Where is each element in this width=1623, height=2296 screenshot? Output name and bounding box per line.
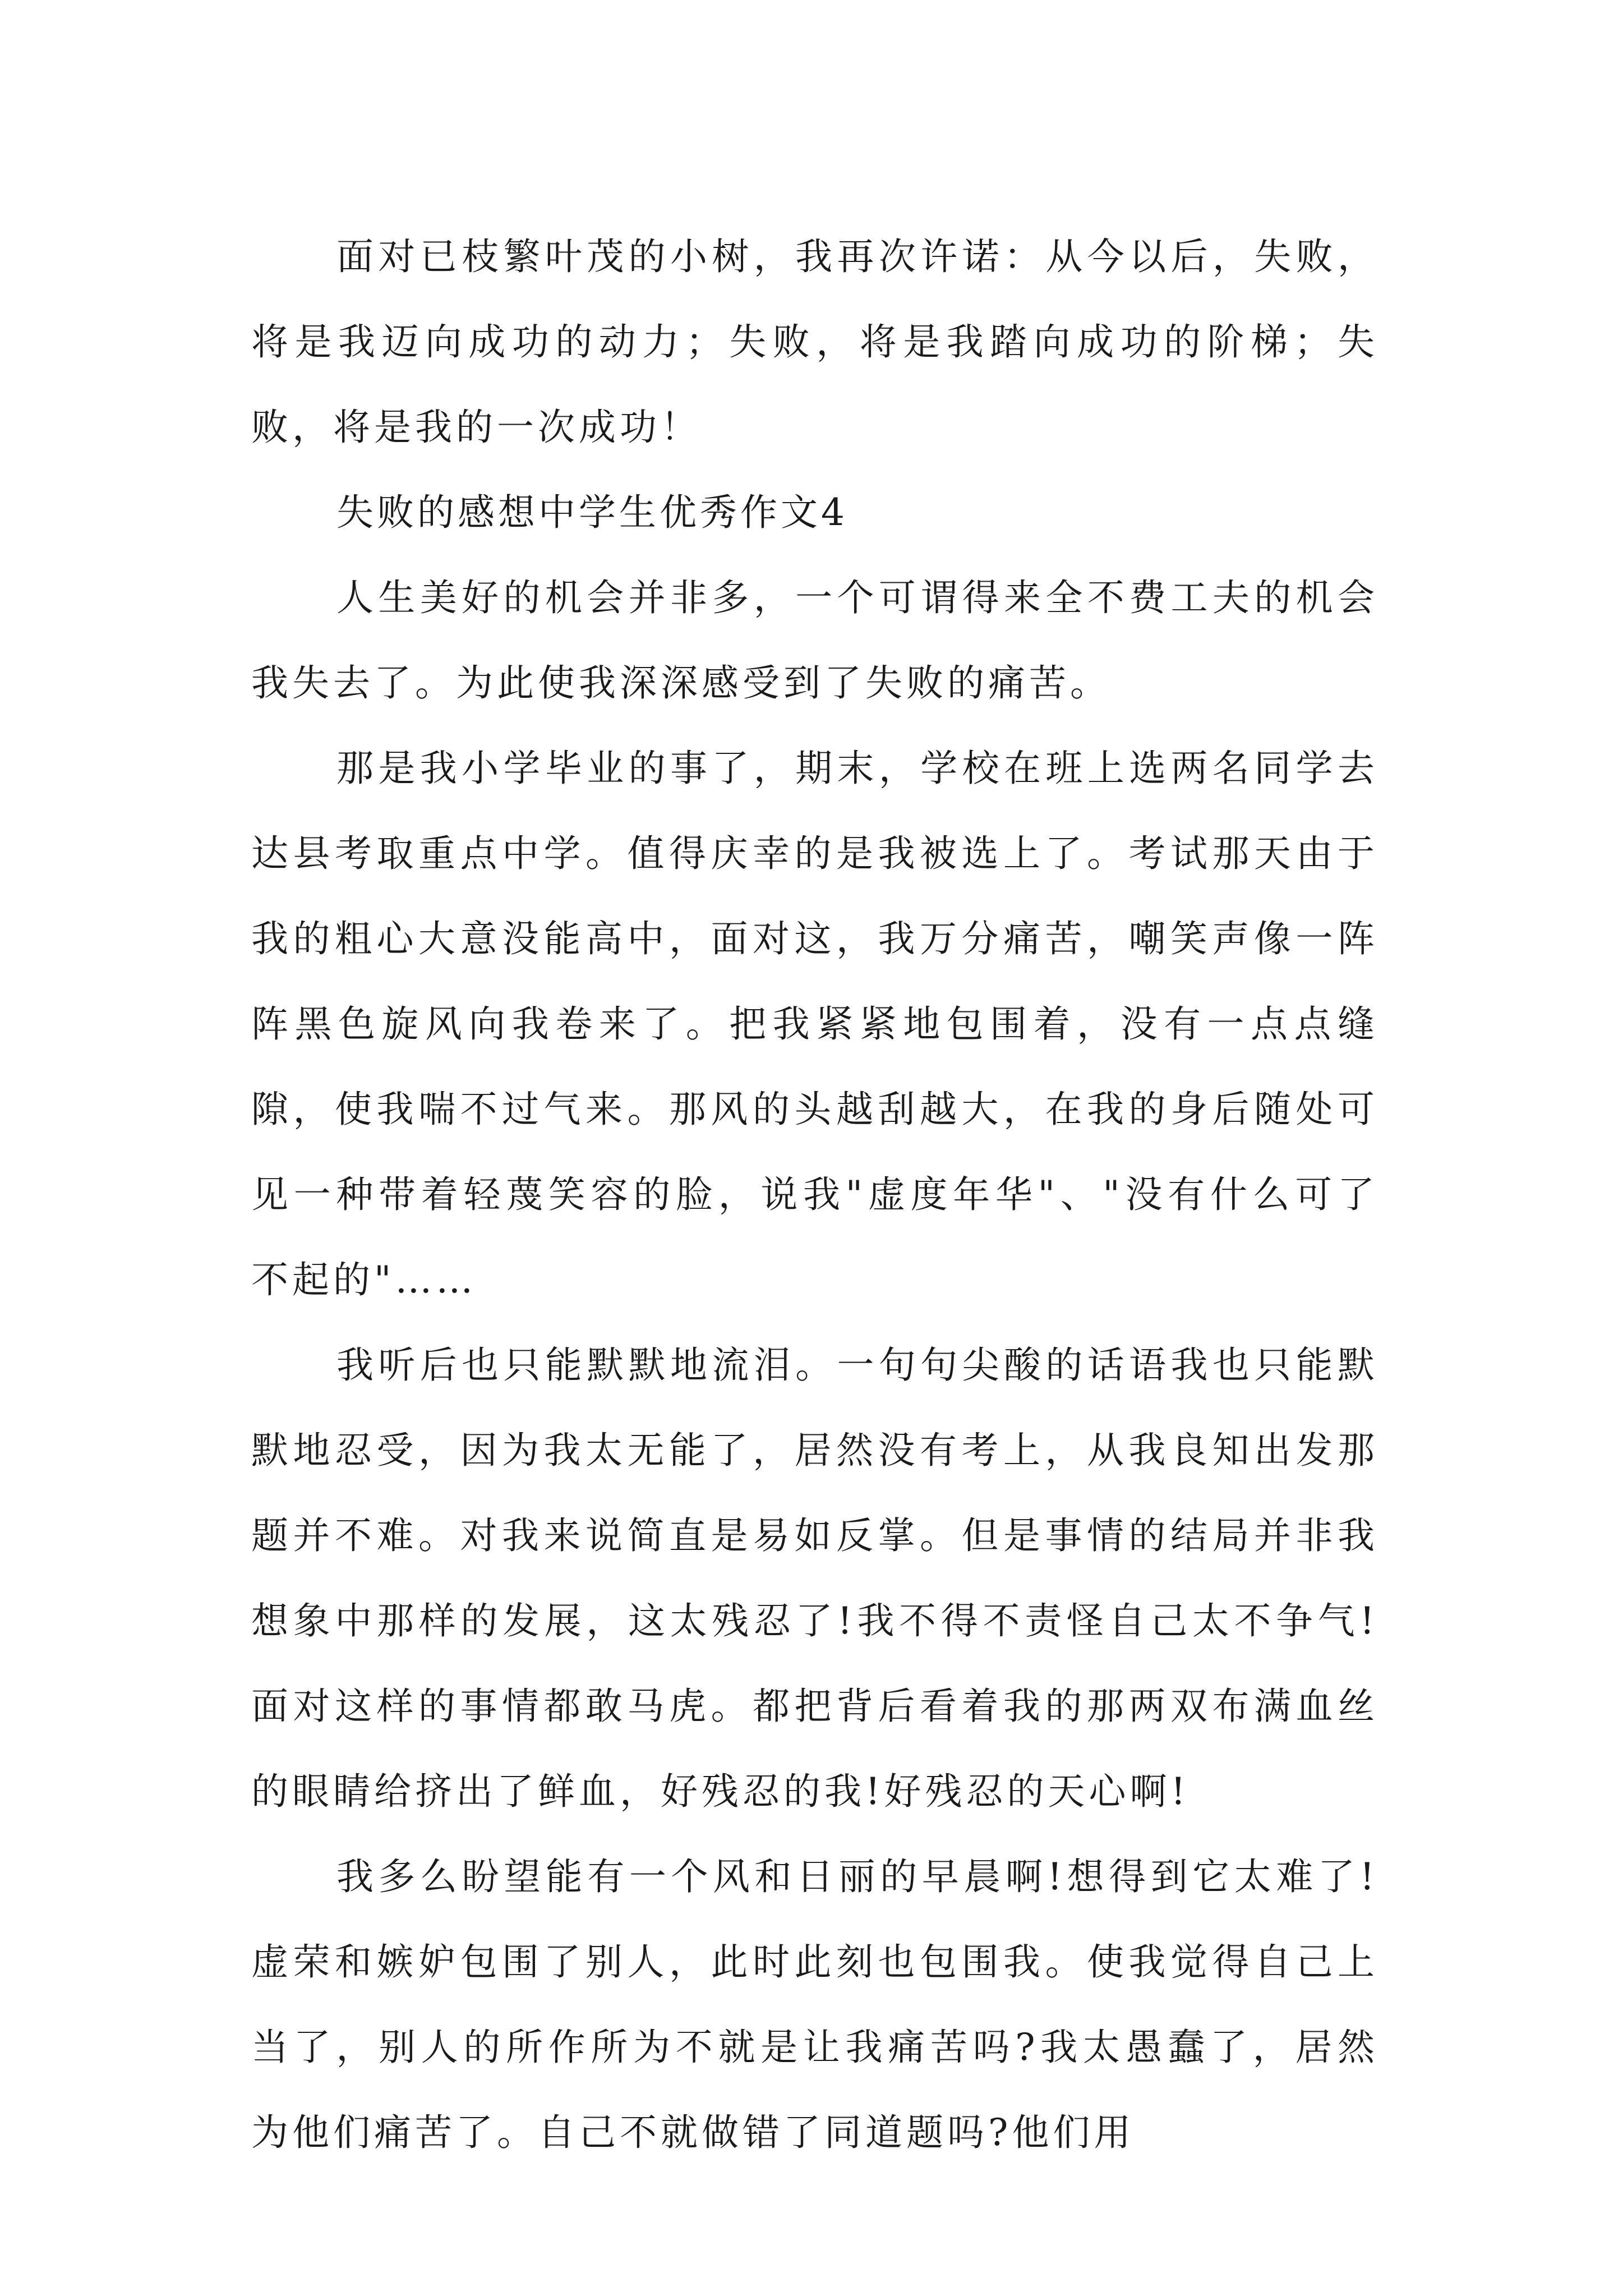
paragraph-morning: 我多么盼望能有一个风和日丽的早晨啊!想得到它太难了!虚荣和嫉妒包围了别人，此时此刻也包围我。使我觉得自己上当了，别人的所作所为不就是让我痛苦吗?我太愚蠢了，居然为他们痛苦了。自己不就做错了同道题吗?他们用: [251, 1855, 1378, 2154]
paragraph-opportunity: 人生美好的机会并非多，一个可谓得来全不费工夫的机会我失去了。为此使我深深感受到了失败的痛苦。: [251, 576, 1378, 705]
paragraph-pledge: 面对已枝繁叶茂的小树，我再次许诺：从今以后，失败，将是我迈向成功的动力；失败，将是我踏向成功的阶梯；失败，将是我的一次成功！: [251, 235, 1378, 449]
paragraph-tears: 我听后也只能默默地流泪。一句句尖酸的话语我也只能默默地忍受，因为我太无能了，居然没有考上，从我良知出发那题并不难。对我来说简直是易如反掌。但是事情的结局并非我想象中那样的发展，这太残忍了!我不得不责怪自己太不争气!面对这样的事情都敢马虎。都把背后看着我的那两双布满血丝的眼睛给挤出了鲜血，好残忍的我!好残忍的天心啊!: [251, 1343, 1378, 1813]
document-body: [251, 214, 1378, 2175]
essay-heading: 失败的感想中学生优秀作文4: [336, 491, 848, 534]
paragraph-exam-story: 那是我小学毕业的事了，期末，学校在班上选两名同学去达县考取重点中学。值得庆幸的是我被选上了。考试那天由于我的粗心大意没能高中，面对这，我万分痛苦，嘲笑声像一阵阵黑色旋风向我卷来了。把我紧紧地包围着，没有一点点缝隙，使我喘不过气来。那风的头越刮越大，在我的身后随处可见一种带着轻蔑笑容的脸，说我"虚度年华"、"没有什么可了不起的"……: [251, 747, 1378, 1301]
